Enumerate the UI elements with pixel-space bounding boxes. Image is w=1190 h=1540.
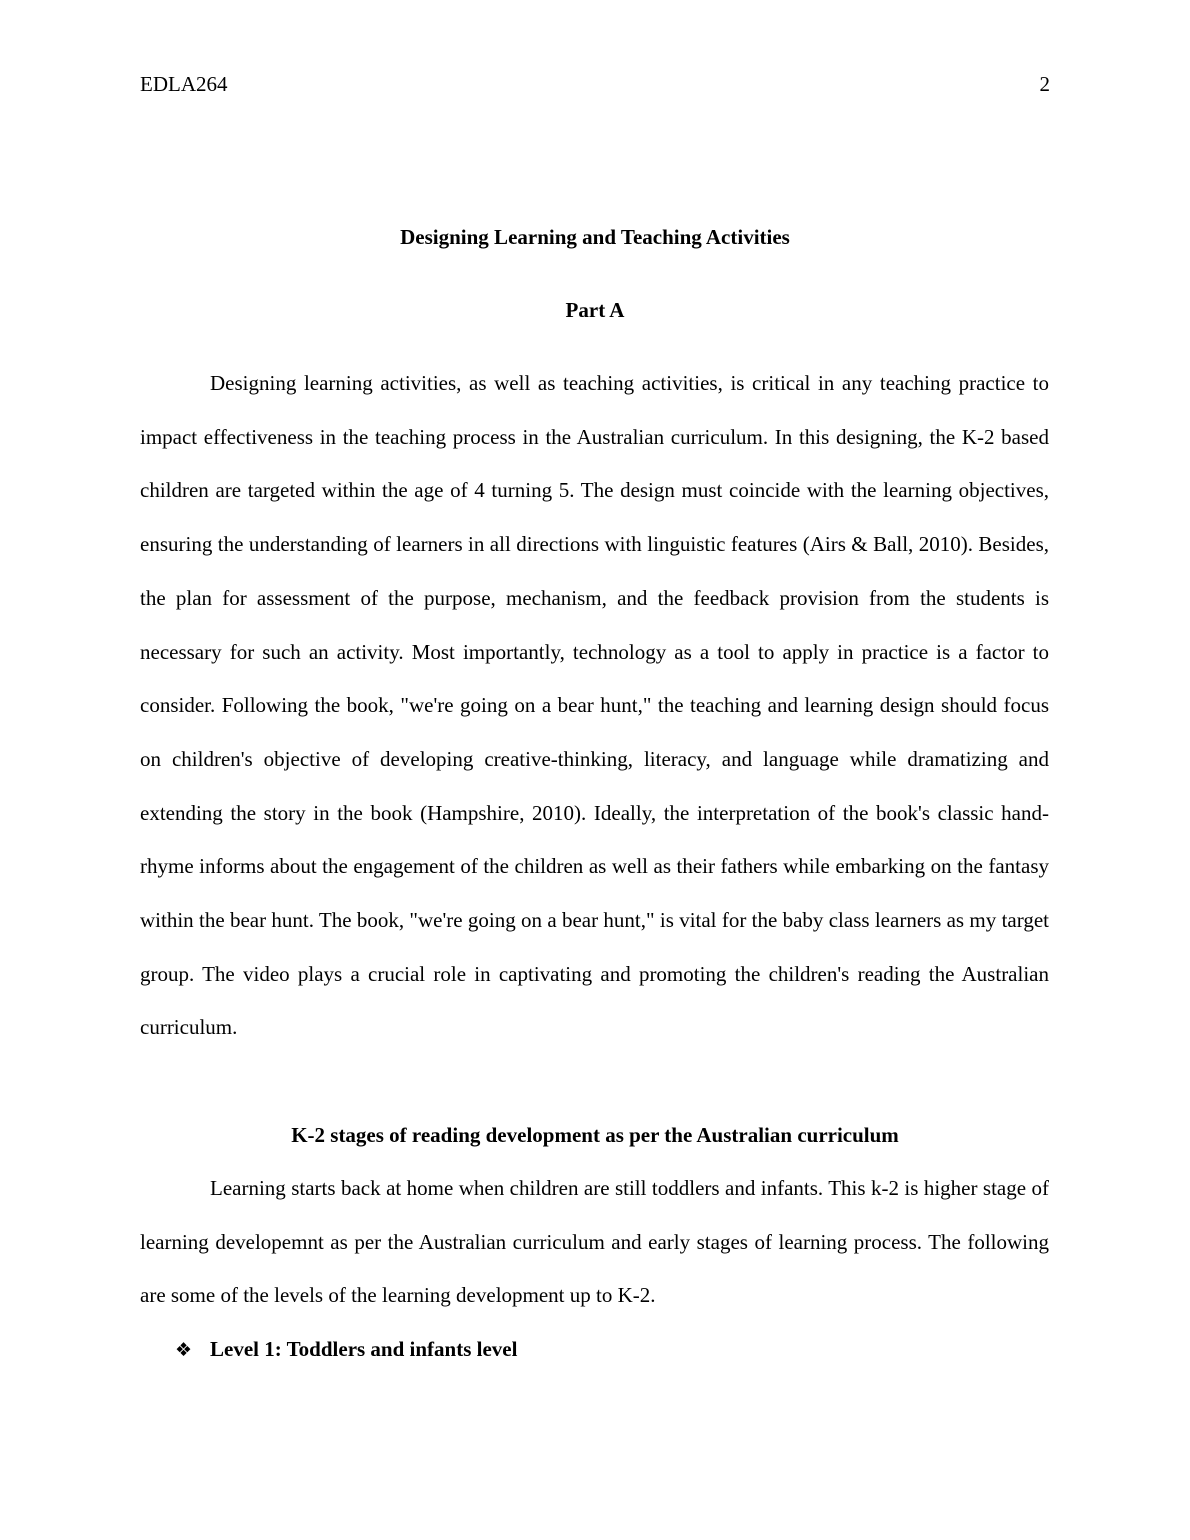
part-heading: Part A [565,298,625,322]
bullet-item [175,1335,517,1364]
document-title: Designing Learning and Teaching Activities [400,225,790,249]
running-title: EDLA264 [140,72,228,96]
diamond-bullet-icon: ❖ [175,1339,193,1361]
section-heading: K-2 stages of reading development as per the Australian curriculum [291,1123,899,1147]
body-paragraph-2: Learning starts back at home when children are still toddlers and infants. This k-2 is higher stage of learning developemnt as per the Australian curriculum and early stages of learning process. The following are some of the levels of the learning development up to K-2. [140,1176,1049,1308]
bullet-item-label: Level 1: Toddlers and infants level [210,1337,518,1361]
body-paragraph-1: Designing learning activities, as well as teaching activities, is critical in any teaching practice to impact effectiveness in the teaching process in the Australian curriculum. In this designing, the K-2 based children are targeted within the age of 4 turning 5. The design must coincide with the learning objectives, ensuring the understanding of learners in all directions with linguistic features (Airs & Ball, 2010). Besides, the plan for assessment of the purpose, mechanism, and the feedback provision from the students is necessary for such an activity. Most importantly, technology as a tool to apply in practice is a factor to consider. Following the book, "we're going on a bear hunt," the teaching and learning design should focus on children's objective of developing creative-thinking, literacy, and language while dramatizing and extending the story in the book (Hampshire, 2010). Ideally, the interpretation of the book's classic hand-rhyme informs about the engagement of the children as well as their fathers while embarking on the fantasy within the bear hunt. The book, "we're going on a bear hunt," is vital for the baby class learners as my target group. The video plays a crucial role in captivating and promoting the children's reading the Australian curriculum. [140,371,1049,1040]
page-number: 2 [1039,72,1050,96]
